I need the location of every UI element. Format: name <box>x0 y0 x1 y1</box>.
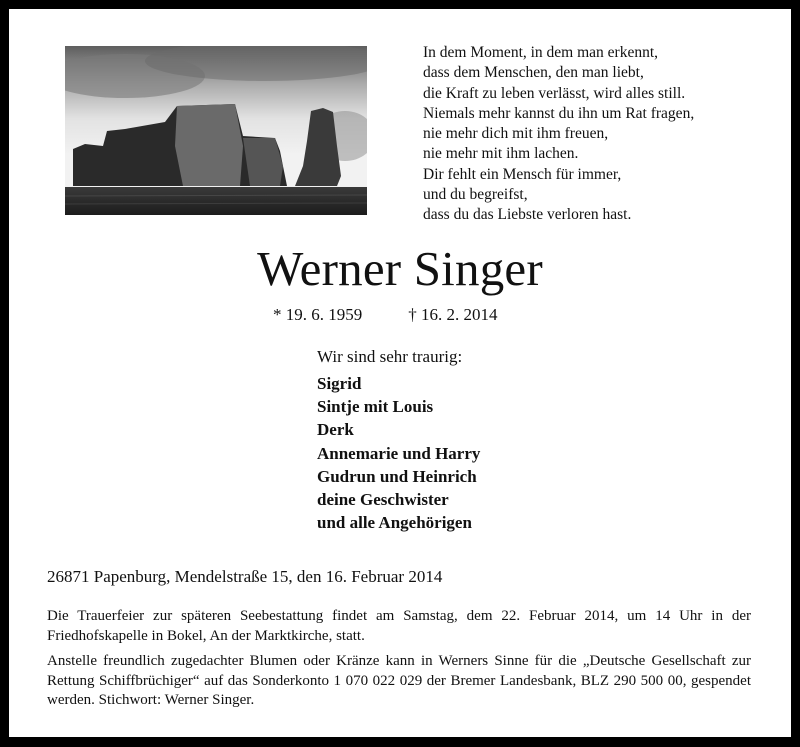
mourner: Sintje mit Louis <box>317 397 434 417</box>
poem-line: dass du das Liebste verloren hast. <box>423 206 632 224</box>
life-dates <box>273 305 498 325</box>
obituary-notice <box>9 9 791 737</box>
cliff-photo <box>65 46 367 215</box>
poem-line: Dir fehlt ein Mensch für immer, <box>423 165 622 183</box>
death-date: † 16. 2. 2014 <box>408 305 498 324</box>
poem-line: dass dem Menschen, den man liebt, <box>423 64 644 82</box>
mourner: Derk <box>317 420 354 440</box>
mourners-intro: Wir sind sehr traurig: <box>317 347 463 366</box>
poem-line: nie mehr dich mit ihm freuen, <box>423 125 609 143</box>
sea-cliff-image-icon <box>65 46 367 215</box>
mourner: Annemarie und Harry <box>317 443 481 463</box>
place-and-date: 26871 Papenburg, Mendelstraße 15, den 16. Februar 2014 <box>47 567 443 586</box>
mourner: Sigrid <box>317 374 362 393</box>
poem-line: und du begreifst, <box>423 186 528 204</box>
donation-info: Anstelle freundlich zugedachter Blumen oder Kränze kann in Werners Sinne für die „Deutsche Gesellschaft zur Rettung Schiffbrüchiger“ auf das Sonderkonto 1 070 022 029 der Bremer Landesbank, BLZ 290 500 00, gespendet werden. Stichwort: Werner Singer. <box>47 653 751 708</box>
poem-line: nie mehr mit ihm lachen. <box>423 145 579 163</box>
birth-date: * 19. 6. 1959 <box>273 305 363 324</box>
poem <box>423 43 694 226</box>
mourners-block <box>317 346 480 534</box>
poem-line: die Kraft zu leben verlässt, wird alles still. <box>423 84 686 102</box>
mourner: Gudrun und Heinrich <box>317 466 477 486</box>
funeral-info: Die Trauerfeier zur späteren Seebestattung findet am Samstag, dem 22. Februar 2014, um 14 Uhr in der Friedhofskapelle in Bokel, An der Marktkirche, statt. <box>47 608 751 644</box>
deceased-name: Werner Singer <box>257 241 543 296</box>
poem-line: In dem Moment, in dem man erkennt, <box>423 44 659 61</box>
mourner: deine Geschwister <box>317 490 449 510</box>
mourner: und alle Angehörigen <box>317 513 472 533</box>
poem-line: Niemals mehr kannst du ihn um Rat fragen, <box>423 104 695 122</box>
